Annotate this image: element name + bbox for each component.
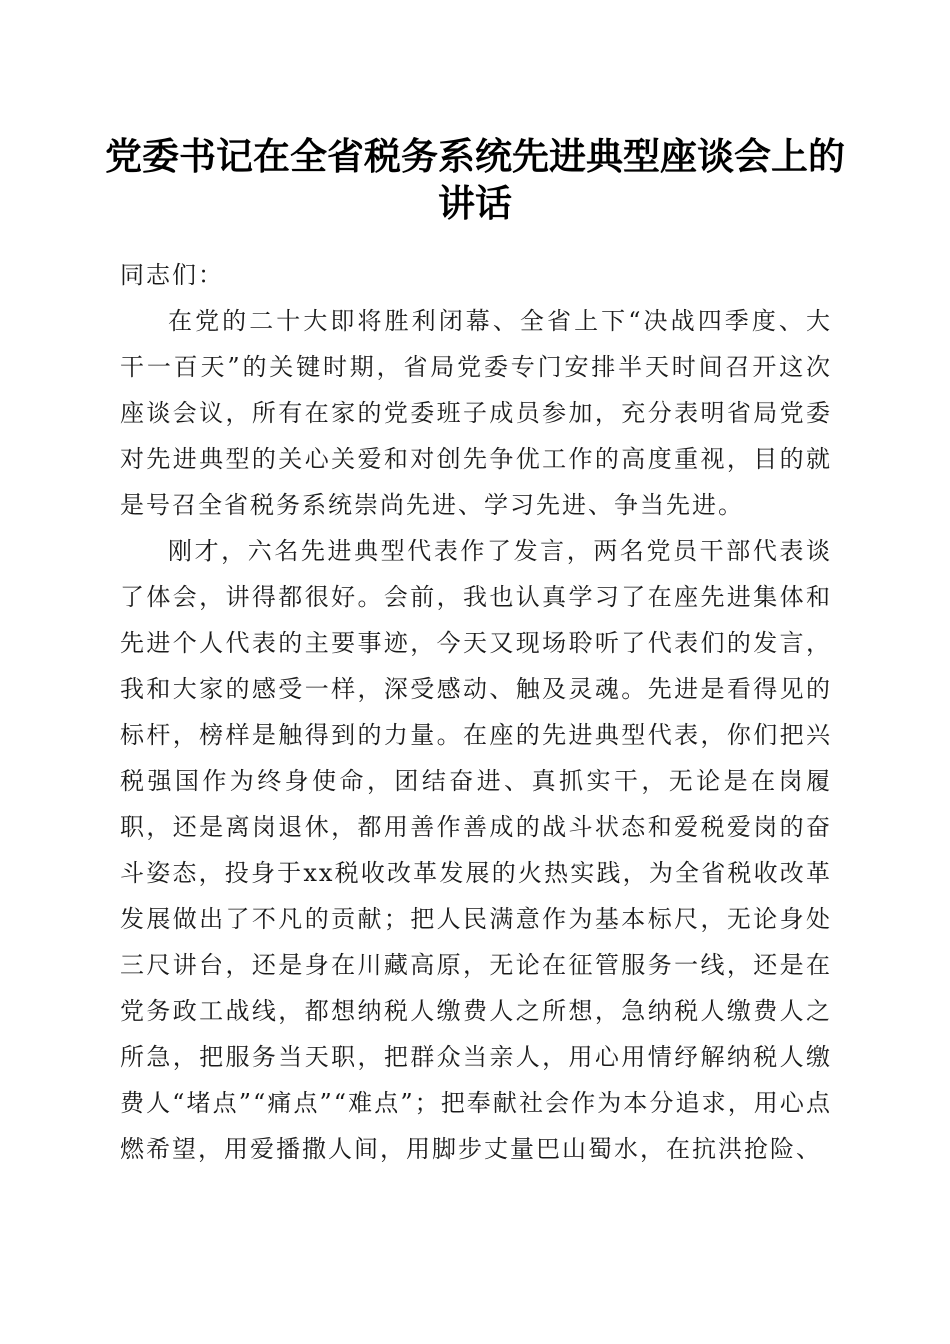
paragraph-1: 在党的二十大即将胜利闭幕、全省上下“决战四季度、大干一百天”的关键时期，省局党委专门安排半天时间召开这次座谈会议，所有在家的党委班子成员参加，充分表明省局党委对先进典型的关心关爱和对创先争优工作的高度重视，目的就是号召全省税务系统崇尚先进、学习先进、争当先进。 [120, 307, 832, 519]
salutation: 同志们： [120, 261, 224, 289]
document-body [120, 252, 832, 1172]
document-title: 党委书记在全省税务系统先进典型座谈会上的讲话 [105, 134, 845, 225]
paragraph-2: 刚才，六名先进典型代表作了发言，两名党员干部代表谈了体会，讲得都很好。会前，我也认真学习了在座先进集体和先进个人代表的主要事迹，今天又现场聆听了代表们的发言，我和大家的感受一样，深受感动、触及灵魂。先进是看得见的标杆，榜样是触得到的力量。在座的先进典型代表，你们把兴税强国作为终身使命，团结奋进、真抓实干，无论是在岗履职，还是离岗退休，都用善作善成的战斗状态和爱税爱岗的奋斗姿态，投身于xx税收改革发展的火热实践，为全省税收改革发展做出了不凡的贡献；把人民满意作为基本标尺，无论身处三尺讲台，还是身在川藏高原，无论在征管服务一线，还是在党务政工战线，都想纳税人缴费人之所想，急纳税人缴费人之所急，把服务当天职，把群众当亲人，用心用情纾解纳税人缴费人“堵点”“痛点”“难点”；把奉献社会作为本分追求，用心点燃希望，用爱播撒人间，用脚步丈量巴山蜀水，在抗洪抢险、 [120, 537, 832, 1163]
